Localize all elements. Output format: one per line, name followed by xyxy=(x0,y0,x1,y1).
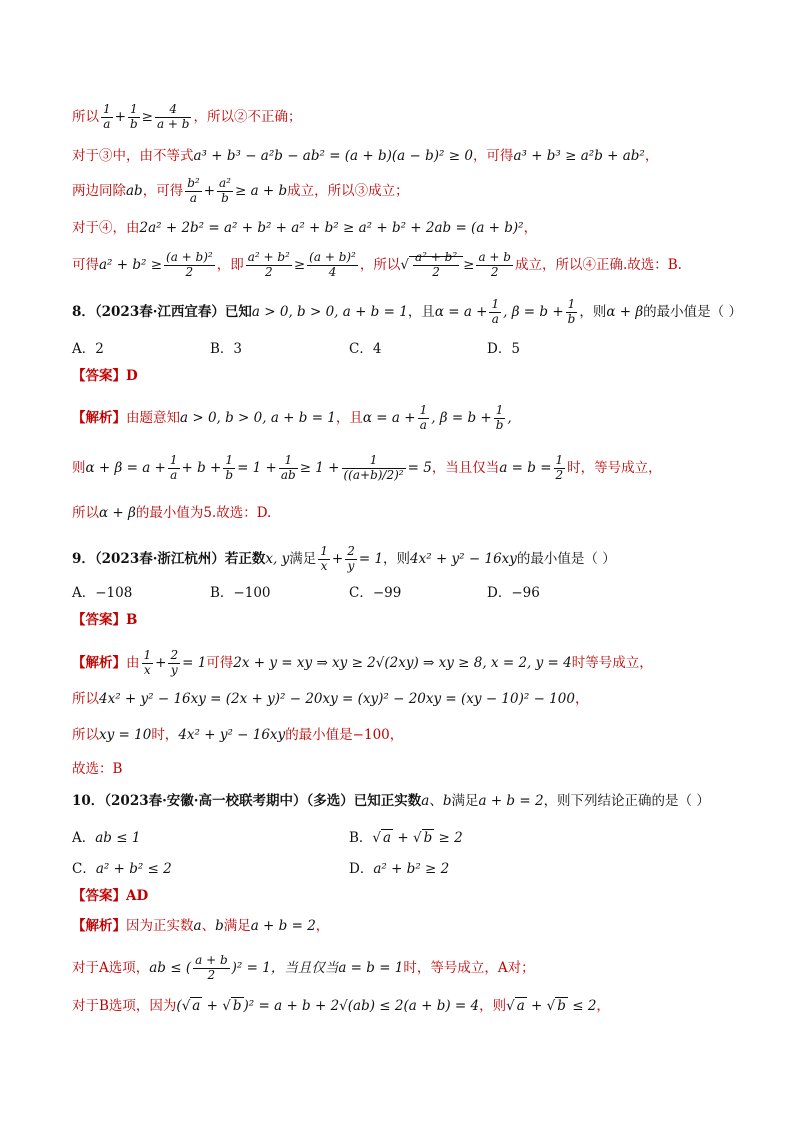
text: 所以 xyxy=(72,727,99,743)
math: a³ + b³ − a²b − ab² = (a + b)(a − b)² ≥ 0 xyxy=(193,148,473,164)
text: 成立，所以③成立； xyxy=(287,182,409,199)
text: 所以 xyxy=(72,691,99,707)
answer-label: 【答案】 xyxy=(72,368,126,384)
text: 的最小值是−100， xyxy=(285,727,404,743)
text: 的最小值为5.故选：D. xyxy=(135,505,272,521)
text: 对于④，由 xyxy=(72,220,140,236)
math: a² + b² ≥ 2 xyxy=(373,861,450,877)
text: 满足 xyxy=(451,793,479,809)
text: 10．（2023春·安徽·高一校联考期中）（多选）已知正实数 xyxy=(72,793,422,809)
fraction: $\frac{a + b}{2}$ xyxy=(478,250,511,279)
math: xy = 10 xyxy=(99,727,152,743)
answer-value: AD xyxy=(126,888,149,904)
fraction: $\frac{1}{x}$ xyxy=(143,648,152,677)
math: ≤ 2 xyxy=(572,998,597,1014)
text: 的最小值是（ ） xyxy=(516,550,616,567)
text: 时等号成立， xyxy=(571,654,653,671)
line-1: 所以 $\frac{1}{a}$ + $\frac{1}{b}$ ≥ $\frac{4}{a + b}$ ，所以②不正确； xyxy=(72,102,302,131)
text: 的最小值是（ ） xyxy=(643,303,742,320)
q9-stem: 9．（2023春·浙江杭州）若正数x, y满足 $\frac{1}{x}$ + $\frac{2}{y}$ = 1，则4x² + y² − 16xy的最小值是（ ） xyxy=(72,544,616,573)
text: 、 xyxy=(201,918,216,934)
option-letter: B． xyxy=(349,830,373,846)
analysis-label: 【解析】 xyxy=(72,654,126,671)
fraction: $\frac{1}{a}$ xyxy=(419,403,428,432)
fraction: $\frac{1}{2}$ xyxy=(555,453,564,482)
fraction: $\frac{1}{\text{((a+b)/2)²}}$ xyxy=(343,453,404,482)
text: ，可得 xyxy=(142,182,184,199)
text: ， xyxy=(523,220,538,236)
math: 4x² + y² − 16xy xyxy=(178,727,286,743)
q8-option-c: C．4 xyxy=(349,341,382,357)
fraction: $\frac{\text{(a + b)²}}{4}$ xyxy=(309,250,356,279)
math: a + b = 2 xyxy=(250,918,316,934)
answer-label: 【答案】 xyxy=(72,888,126,904)
text: 所以 xyxy=(72,505,99,521)
fraction: $\frac{1}{x}$ xyxy=(320,544,328,573)
answer-value: B xyxy=(126,612,138,628)
line-2 xyxy=(72,150,658,164)
answer-value: D xyxy=(126,368,138,384)
fraction: $\frac{1}{a}$ xyxy=(169,453,178,482)
text: 时， xyxy=(151,727,179,743)
q10-analysis-1: 【解析】因为正实数a、b满足a + b = 2， xyxy=(72,918,330,934)
q10-option-b: B．√ a + √ b ≥ 2 xyxy=(349,830,463,846)
q9-option-c: C．−99 xyxy=(349,585,402,601)
text: ，且 xyxy=(335,409,363,426)
fraction-1-over-b: $\frac{1}{b}$ xyxy=(129,102,138,131)
q10-option-a xyxy=(72,826,140,846)
text: ， xyxy=(315,918,330,934)
math: ab ≤ 1 xyxy=(95,830,141,846)
q8-stem: 8．（2023春·江西宜春）已知a > 0, b > 0, a + b = 1，且α = a + $\frac{1}{a}$ , β = b + $\frac{1}{b}$ ，则α + β的最小值是（ ） xyxy=(72,297,742,326)
text: 由 xyxy=(126,654,140,671)
text: ，则 xyxy=(479,998,507,1014)
answer-label: 【答案】 xyxy=(72,612,126,628)
text: 时，等号成立，A对； xyxy=(403,959,535,976)
text: 、 xyxy=(429,793,443,809)
option-letter: C． xyxy=(72,861,96,877)
math: 2x + y = xy ⇒ xy ≥ 2√(2xy) ⇒ xy ≥ 8, x = 2, y = 4 xyxy=(233,654,572,671)
text: 可得 xyxy=(72,256,99,273)
math: a > 0, b > 0, a + b = 1 xyxy=(251,303,408,320)
text: ， xyxy=(574,691,589,707)
math: 2a² + 2b² = a² + b² + a² + b² ≥ a² + b² + 2ab = (a + b)² xyxy=(139,220,524,236)
q10-stem: 10．（2023春·安徽·高一校联考期中）（多选）已知正实数a、b满足a + b = 2，则下列结论正确的是（ ） xyxy=(72,793,710,809)
q9-analysis-4 xyxy=(72,763,122,777)
text: 可得 xyxy=(206,654,234,671)
q8-analysis-2: 则α + β = a + $\frac{1}{a}$ + b + $\frac{1}{b}$ = 1 + $\frac{1}{ab}$ ≥ 1 + $\frac{1}{\text{((a+b)/2)²}}$ = 5，当且仅当a = b = $\frac{1}{2}$ 时，等号成立， xyxy=(72,453,662,482)
text: 9．（2023春·浙江杭州）若正数 xyxy=(72,550,266,567)
q9-analysis-1: 【解析】由 $\frac{1}{x}$ + $\frac{2}{y}$ = 1可得2x + y = xy ⇒ xy ≥ 2√(2xy) ⇒ xy ≥ 8, x = 2, y = 4时等号成立， xyxy=(72,648,653,677)
fraction-1-over-a: $\frac{1}{a}$ xyxy=(103,102,111,131)
text: ，则下列结论正确的是（ ） xyxy=(543,793,710,809)
text: ， xyxy=(596,998,610,1014)
text: 8．（2023春·江西宜春）已知 xyxy=(72,303,252,320)
q10-option-c xyxy=(72,857,172,877)
text: ，所以 xyxy=(359,256,401,273)
math: = a + b + 2√(ab) ≤ 2(a + b) = 4 xyxy=(258,998,480,1014)
math: 4x² + y² − 16xy xyxy=(410,550,517,567)
fraction: $\frac{\text{(a + b)²}}{2}$ xyxy=(166,250,213,279)
text: 对于B选项，因为 xyxy=(72,998,177,1014)
option-letter: A． xyxy=(72,830,96,846)
text: ，可得 xyxy=(472,148,514,164)
fraction: $\frac{2}{y}$ xyxy=(170,648,179,677)
text: ，即 xyxy=(216,256,244,273)
fraction: $\frac{1}{b}$ xyxy=(225,453,234,482)
option-letter: D． xyxy=(349,861,374,877)
q9-answer xyxy=(72,614,137,628)
math: = 1，当且仅当 xyxy=(246,959,339,976)
text: ，所以②不正确； xyxy=(193,108,302,125)
text: 对于A选项， xyxy=(72,959,150,976)
text: 对于③中，由不等式 xyxy=(72,148,194,164)
math: a + b = 2 xyxy=(478,793,544,809)
fraction: $\frac{2}{y}$ xyxy=(347,544,355,573)
math: a > 0, b > 0, a + b = 1 xyxy=(180,409,336,426)
line-4 xyxy=(72,222,537,236)
fraction: $\frac{1}{a}$ xyxy=(491,297,500,326)
fraction: $\frac{\text{a² + b²}}{2}$ xyxy=(247,250,290,279)
fraction: $\frac{a + b}{2}$ xyxy=(195,953,228,982)
math: 4x² + y² − 16xy = (2x + y)² − 20xy = (xy)² − 20xy = (xy − 10)² − 100 xyxy=(99,691,575,707)
q9-analysis-3 xyxy=(72,729,403,743)
q9-option-a: A．−108 xyxy=(72,585,133,601)
text: ，当且仅当 xyxy=(431,459,500,476)
text: 由题意知 xyxy=(126,409,180,426)
text: ，且 xyxy=(407,303,435,320)
text: 故选：B xyxy=(72,761,123,777)
text: 满足 xyxy=(289,550,317,567)
q10-option-d xyxy=(349,857,449,877)
fraction: $\frac{\text{a² + b²}}{2}$ xyxy=(414,250,458,279)
q8-option-b: B．3 xyxy=(210,341,243,357)
text: ，则 xyxy=(579,303,607,320)
analysis-label: 【解析】 xyxy=(72,409,126,426)
math: a = b = 1 xyxy=(338,959,404,976)
fraction: $\frac{1}{b}$ xyxy=(495,403,504,432)
line-3: 两边同除ab，可得 $\frac{\text{b²}}{a}$ + $\frac{\text{a²}}{b}$ ≥ a + b成立，所以③成立； xyxy=(72,176,409,205)
text: ，则 xyxy=(383,550,411,567)
math: a³ + b³ ≥ a²b + ab² xyxy=(513,148,645,164)
q10-answer xyxy=(72,890,148,904)
line-5: 可得a² + b² ≥ $\frac{\text{(a + b)²}}{2}$ ，即 $\frac{\text{a² + b²}}{2}$ ≥ $\frac{\text{(a + b)²}}{4}$ ，所以√ $\frac{\text{a² + b²}}{2}$ ≥ $\frac{a + b}{2}$ 成立，所以④正确.故选：B. xyxy=(72,250,682,279)
fraction: $\frac{\text{a²}}{b}$ xyxy=(219,176,231,205)
q10-analysis-2: 对于A选项，ab ≤ ( $\frac{a + b}{2}$ )² = 1，当且仅当a = b = 1时，等号成立，A对； xyxy=(72,953,535,982)
text: 两边同除 xyxy=(72,182,126,199)
fraction: $\frac{\text{b²}}{a}$ xyxy=(187,176,200,205)
text: 成立，所以④正确.故选：B. xyxy=(514,256,682,273)
q8-option-a: A．2 xyxy=(72,341,104,357)
text: 满足 xyxy=(223,918,251,934)
analysis-label: 【解析】 xyxy=(72,918,126,934)
fraction: $\frac{1}{ab}$ xyxy=(280,453,296,482)
math: a² + b² ≤ 2 xyxy=(95,861,172,877)
q8-answer xyxy=(72,370,138,384)
text: ， xyxy=(644,148,659,164)
text: 时，等号成立， xyxy=(567,459,662,476)
q9-analysis-2 xyxy=(72,693,588,707)
fraction: $\frac{1}{b}$ xyxy=(567,297,576,326)
q8-analysis-3: 所以α + β的最小值为5.故选：D. xyxy=(72,505,272,521)
text: 因为正实数 xyxy=(126,918,194,934)
q9-option-b: B．−100 xyxy=(210,585,271,601)
q8-option-d: D．5 xyxy=(487,341,520,357)
q10-analysis-3: 对于B选项，因为(√ a + √ b )² = a + b + 2√(ab) ≤ 2(a + b) = 4，则√ a + √ b ≤ 2， xyxy=(72,998,610,1014)
text: 则 xyxy=(72,459,86,476)
q8-analysis-1: 【解析】由题意知a > 0, b > 0, a + b = 1，且α = a + $\frac{1}{a}$ , β = b + $\frac{1}{b}$ , xyxy=(72,403,512,432)
fraction-4-over-a-plus-b: $\frac{4}{a + b}$ xyxy=(156,102,190,131)
text: 所以 xyxy=(72,108,99,125)
q9-option-d: D．−96 xyxy=(487,585,540,601)
math: ≥ 2 xyxy=(438,830,463,846)
